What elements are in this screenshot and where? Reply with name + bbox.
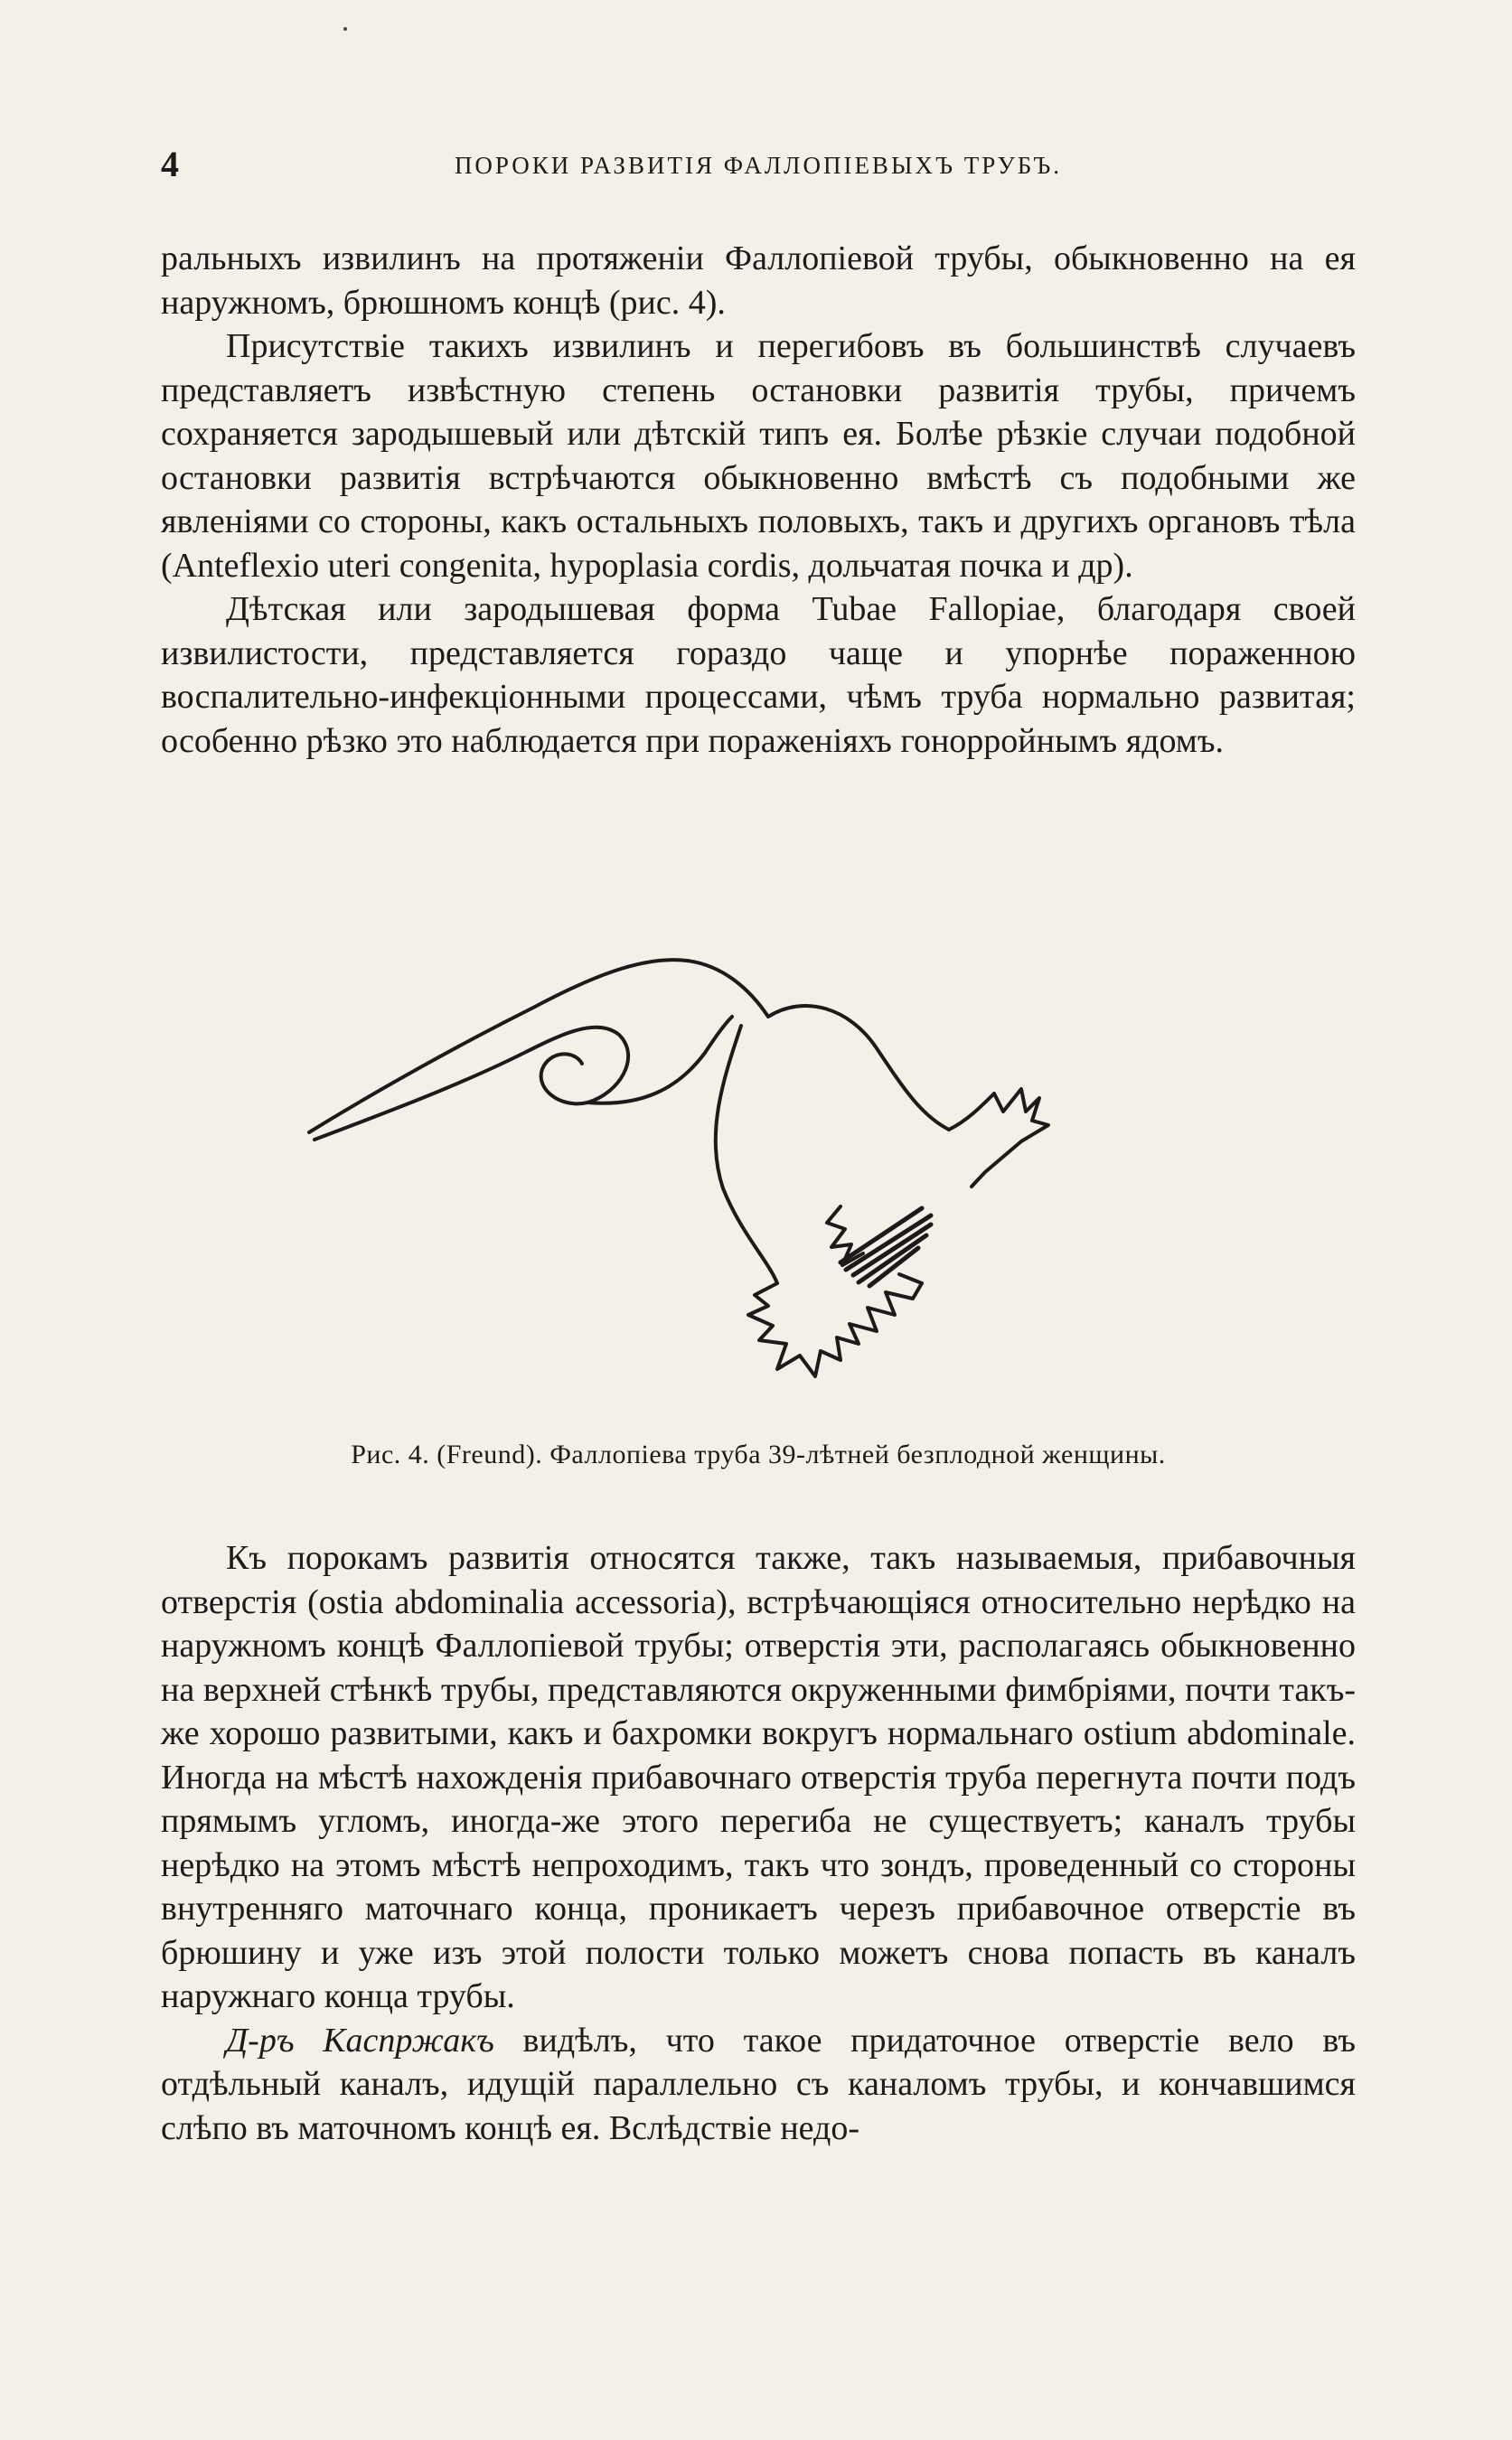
fimbria-upper — [949, 1089, 1048, 1187]
bottom-text — [161, 1536, 1356, 2150]
tube-lower-contour — [716, 1026, 777, 1283]
fimbria-lower — [748, 1274, 922, 1376]
running-title: ПОРОКИ РАЗВИТІЯ ФАЛЛОПІЕВЫХЪ ТРУБЪ. — [454, 152, 1063, 179]
top-text — [161, 237, 1356, 763]
paragraph-2: Присутствіе такихъ извилинъ и перегибовъ въ большинствѣ случаевъ представляетъ извѣстную степень остановки развитія трубы, причемъ сохраняется зародышевый или дѣтскій типъ ея. Болѣе рѣзкіе случаи подобной остановки развитія встрѣчаются обыкновенно вмѣстѣ съ подобными же явленіями со стороны, какъ остальныхъ половыхъ, такъ и другихъ органовъ тѣла (Anteflexio uteri congenita, hypoplasia cordis, дольчатая почка и др). — [161, 327, 1356, 585]
page-number: 4 — [161, 144, 179, 184]
paragraph-4: Къ порокамъ развитія относятся также, такъ называемыя, прибавочныя отверстія (ostia abdominalia accessoria), встрѣчающіяся относительно нерѣдко на наружномъ концѣ Фаллопіевой трубы; отверстія эти, располагаясь обыкновенно на верхней стѣнкѣ трубы, представляются окруженными фимбріями, почти такъ-же хорошо развитыми, какъ и бахромки вокругъ нормальнаго ostium abdominale. Иногда на мѣстѣ нахожденія прибавочнаго отверстія труба перегнута почти подъ прямымъ угломъ, иногда-же этого перегиба не существуетъ; каналъ трубы нерѣдко на этомъ мѣстѣ непроходимъ, такъ что зондъ, проведенный со стороны внутренняго маточнаго конца, проникаетъ черезъ прибавочное отверстіе въ брюшину и уже изъ этой полости только можетъ снова попасть въ каналъ наружнаго конца трубы. — [161, 1539, 1356, 2015]
paragraph-5 — [161, 2019, 1356, 2151]
fallopian-tube-drawing-icon — [298, 935, 1229, 1405]
tube-coil-spiral — [315, 1028, 628, 1140]
fimbria-left — [827, 1206, 863, 1265]
paragraph-1: ральныхъ извилинъ на протяженіи Фаллопіевой трубы, обыкновенно на ея наружномъ, брюшномъ концѣ (рис. 4). — [161, 239, 1356, 322]
figure-caption: Рис. 4. (Freund). Фаллопіева труба 39-лѣтней безплодной женщины. — [351, 1440, 1166, 1469]
page-header — [161, 143, 1356, 197]
tube-ostium-hatching — [841, 1208, 931, 1286]
author-name: Д-ръ Каспржакъ — [226, 2021, 494, 2060]
paragraph-5-text: видѣлъ, что такое придаточное отверстіе вело въ отдѣльный каналъ, идущій параллельно съ каналомъ трубы, и кончавшимся слѣпо въ маточномъ концѣ ея. Вслѣдствіе недо- — [161, 2021, 1356, 2147]
print-speck — [343, 27, 347, 31]
paragraph-3: Дѣтская или зародышевая форма Tubae Falloрiae, благодаря своей извилистости, представляется гораздо чаще и упорнѣе пораженною воспалительно-инфекціонными процессами, чѣмъ труба нормально развитая; особенно рѣзко это наблюдается при пораженіяхъ гонорройнымъ ядомъ. — [161, 590, 1356, 760]
